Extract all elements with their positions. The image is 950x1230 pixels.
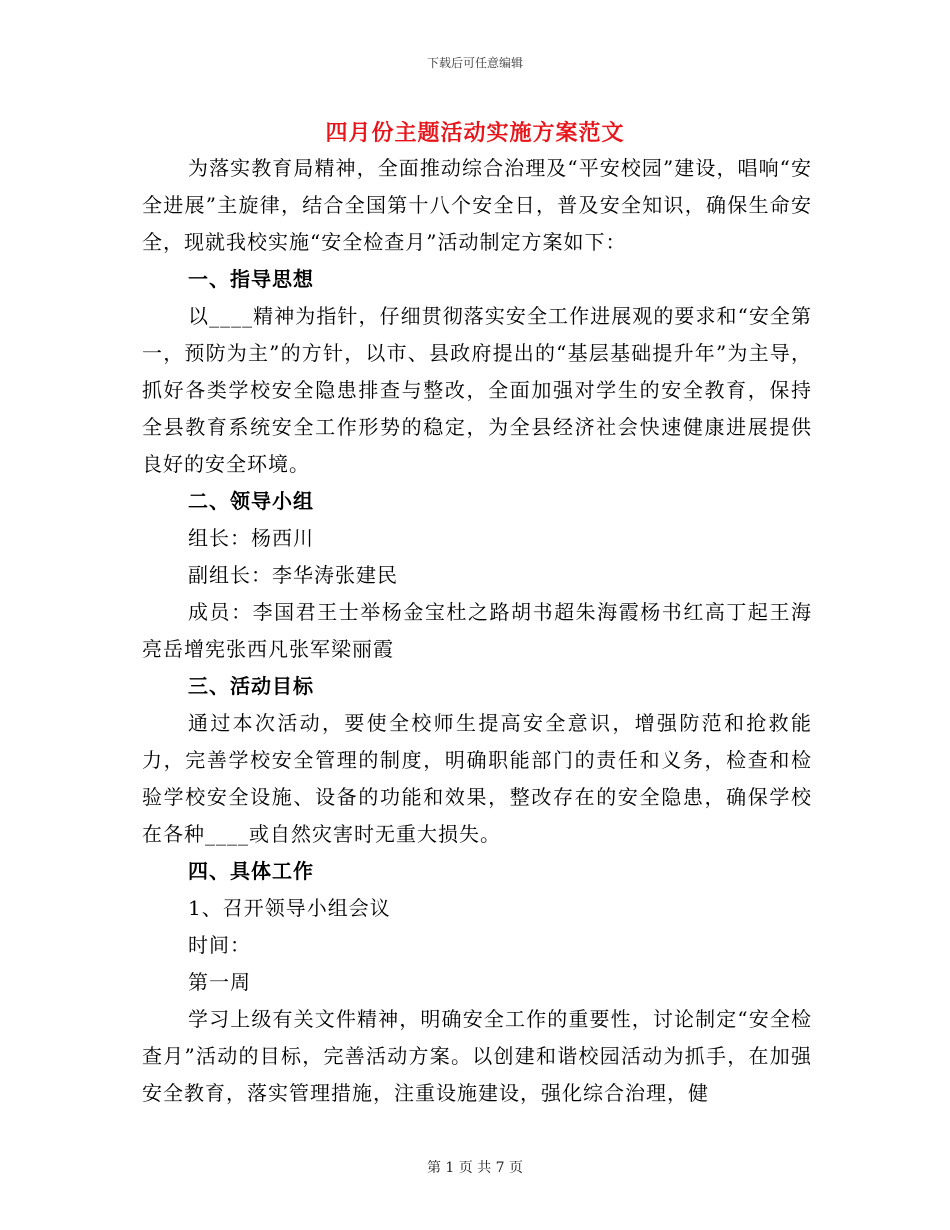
activity-goals-paragraph: 通过本次活动，要使全校师生提高安全意识，增强防范和抢救能力，完善学校安全管理的制度，明确职能部门的责任和义务，检查和检验学校安全设施、设备的功能和效果，整改存在的安全隐患，确保学校在各种____或自然灾害时无重大损失。 [142,711,812,846]
document-body [142,150,812,1112]
work-item-time-label: 时间： [188,933,251,957]
intro-paragraph: 为落实教育局精神，全面推动综合治理及“平安校园”建设，唱响“安全进展”主旋律，结合全国第十八个安全日，普及安全知识，确保生命安全，现就我校实施“安全检查月”活动制定方案如下： [142,156,812,254]
section-heading-activity-goals: 三、活动目标 [188,674,314,698]
leader-line: 组长：杨西川 [188,526,314,550]
section-heading-guiding-thought: 一、指导思想 [188,267,314,291]
guiding-thought-paragraph: 以____精神为指针，仔细贯彻落实安全工作进展观的要求和“安全第一，预防为主”的方针，以市、县政府提出的“基层基础提升年”为主导，抓好各类学校安全隐患排查与整改，全面加强对学生的安全教育，保持全县教育系统安全工作形势的稳定，为全县经济社会快速健康进展提供良好的安全环境。 [142,304,812,476]
work-item-paragraph: 学习上级有关文件精神，明确安全工作的重要性，讨论制定“安全检查月”活动的目标，完善活动方案。以创建和谐校园活动为抓手，在加强安全教育，落实管理措施，注重设施建设，强化综合治理，健 [142,1007,812,1105]
work-item-title: 1、召开领导小组会议 [188,896,391,920]
section-heading-specific-work: 四、具体工作 [188,859,314,883]
members-paragraph: 成员：李国君王士举杨金宝杜之路胡书超朱海霞杨书红高丁起王海亮岳增宪张西凡张军梁丽霞 [142,600,812,661]
document-title: 四月份主题活动实施方案范文 [325,120,625,146]
section-heading-leadership-group: 二、领导小组 [188,489,314,513]
header-note: 下载后可任意编辑 [426,56,523,70]
page-number: 第 1 页 共 7 页 [426,1160,524,1176]
deputy-leader-line: 副组长：李华涛张建民 [188,563,398,587]
work-item-week: 第一周 [188,970,251,994]
